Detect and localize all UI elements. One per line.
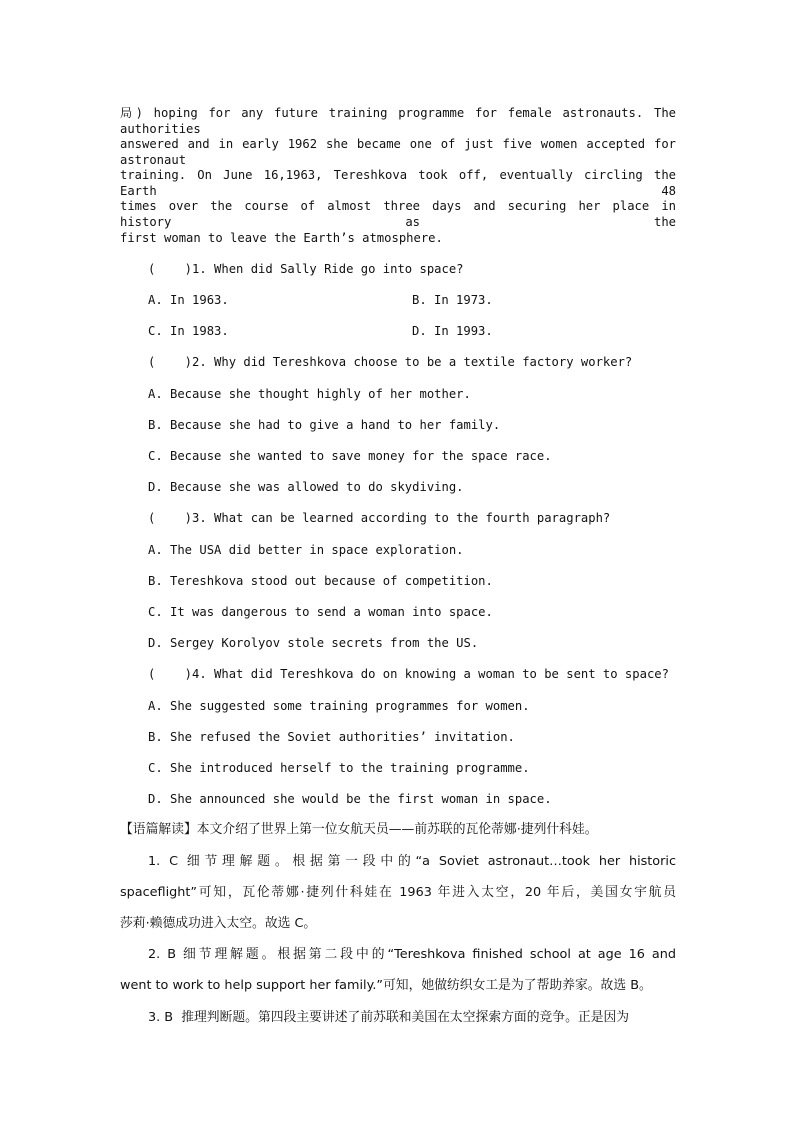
option-b: B. In 1973. [412,293,493,307]
passage-line: 局) hoping for any future training programme for female astronauts. The authorities [120,106,676,136]
option-c: C. It was dangerous to send a woman into space. [148,605,493,619]
option-d: D. Sergey Korolyov stole secrets from the US. [148,636,479,650]
option-b: B. Because she had to give a hand to her family. [148,418,501,432]
option-b: B. Tereshkova stood out because of competition. [148,574,493,588]
option-c: C. Because she wanted to save money for the space race. [148,449,552,463]
question-stem: ( )3. What can be learned according to the fourth paragraph? [148,511,611,525]
analysis-heading: 【语篇解读】本文介绍了世界上第一位女航天员——前苏联的瓦伦蒂娜·捷列什科娃。 [120,822,598,837]
answer-3-line: 3. B 推理判断题。第四段主要讲述了前苏联和美国在太空探索方面的竞争。正是因为 [148,1010,630,1025]
option-a: A. In 1963. [148,293,229,307]
option-a: A. Because she thought highly of her mother. [148,387,471,401]
option-a: A. The USA did better in space exploration. [148,543,464,557]
option-d: D. She announced she would be the first woman in space. [148,792,552,806]
answer-1-line: 1. C 细节理解题。根据第一段中的“a Soviet astronaut…took her historic [148,854,676,869]
question-stem: ( )1. When did Sally Ride go into space? [148,262,464,276]
passage-line: answered and in early 1962 she became one of just five women accepted for astronaut [120,137,676,167]
passage-line: training. On June 16,1963, Tereshkova took off, eventually circling the Earth 48 [120,168,676,198]
passage-line: first woman to leave the Earth’s atmosphere. [120,231,443,245]
option-d: D. Because she was allowed to do skydiving. [148,480,464,494]
answer-1-line: spaceflight”可知，瓦伦蒂娜·捷列什科娃在 1963 年进入太空，20 年后，美国女宇航员 [120,885,676,900]
option-b: B. She refused the Soviet authorities’ invitation. [148,730,515,744]
question-stem: ( )4. What did Tereshkova do on knowing a woman to be sent to space? [148,667,669,681]
passage-line: times over the course of almost three days and securing her place in history as the [120,199,676,229]
question-stem: ( )2. Why did Tereshkova choose to be a textile factory worker? [148,355,633,369]
option-d: D. In 1993. [412,324,493,338]
option-a: A. She suggested some training programmes for women. [148,699,530,713]
answer-1-line: 莎莉·赖德成功进入太空。故选 C。 [120,916,317,931]
option-c: C. She introduced herself to the training programme. [148,761,530,775]
answer-2-line: 2. B 细节理解题。根据第二段中的“Tereshkova finished school at age 16 and [148,947,676,962]
answer-2-line: went to work to help support her family.”可知，她做纺织女工是为了帮助养家。故选 B。 [120,978,652,993]
option-c: C. In 1983. [148,324,229,338]
